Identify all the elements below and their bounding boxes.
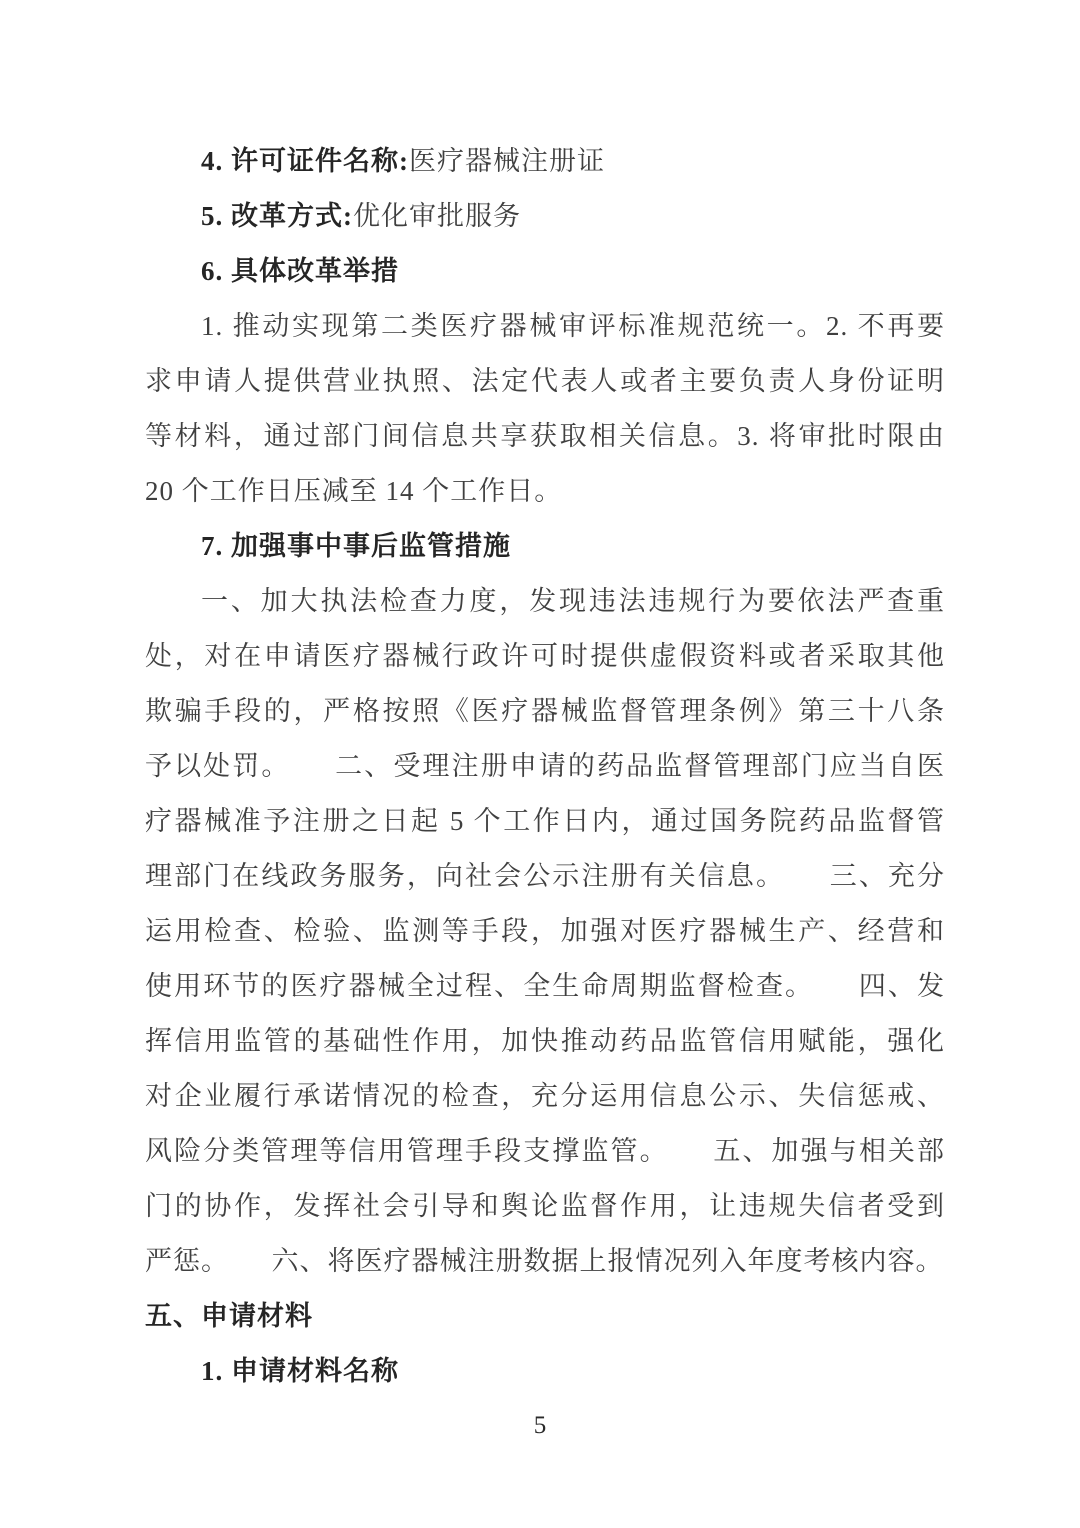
document-line [145, 1234, 945, 1289]
line-segment-bold: 6. 具体改革举措 [201, 256, 399, 286]
line-segment-bold: 7. 加强事中事后监管措施 [201, 531, 511, 561]
document-line [145, 959, 945, 1014]
line-segment: 对企业履行承诺情况的检查，充分运用信息公示、失信惩戒、 [145, 1081, 945, 1111]
line-segment: 20 个工作日压减至 14 个工作日。 [145, 476, 563, 506]
line-segment: 门的协作，发挥社会引导和舆论监督作用，让违规失信者受到 [145, 1191, 945, 1221]
document-line [145, 904, 945, 959]
line-segment: 处，对在申请医疗器械行政许可时提供虚假资料或者采取其他 [145, 641, 945, 671]
page-number: 5 [533, 1412, 547, 1439]
document-line [145, 849, 945, 904]
line-segment: 欺骗手段的，严格按照《医疗器械监督管理条例》第三十八条 [145, 696, 945, 726]
line-segment: 一、加大执法检查力度，发现违法违规行为要依法严查重 [201, 586, 945, 616]
document-line [145, 1289, 945, 1344]
document-line [145, 1344, 945, 1399]
document-line [145, 189, 945, 244]
document-line [145, 1014, 945, 1069]
line-segment-bold: 1. 申请材料名称 [201, 1356, 399, 1386]
document-text-block [145, 134, 945, 1399]
document-line [145, 629, 945, 684]
line-segment-bold: 五、申请材料 [145, 1301, 313, 1331]
document-line [145, 1069, 945, 1124]
line-segment: 医疗器械注册证 [409, 146, 605, 176]
line-segment: 疗器械准予注册之日起 5 个工作日内，通过国务院药品监督管 [145, 806, 945, 836]
line-segment: 严惩。 六、将医疗器械注册数据上报情况列入年度考核内容。 [145, 1246, 944, 1276]
document-line [145, 794, 945, 849]
line-segment: 挥信用监管的基础性作用，加快推动药品监管信用赋能，强化 [145, 1026, 945, 1056]
document-line [145, 684, 945, 739]
document-line [145, 574, 945, 629]
document-line [145, 1124, 945, 1179]
line-segment: 予以处罚。 二、受理注册申请的药品监督管理部门应当自医 [145, 751, 945, 781]
document-line [145, 299, 945, 354]
line-segment: 求申请人提供营业执照、法定代表人或者主要负责人身份证明 [145, 366, 945, 396]
line-segment: 风险分类管理等信用管理手段支撑监管。 五、加强与相关部 [145, 1136, 945, 1166]
document-line [145, 739, 945, 794]
document-line [145, 409, 945, 464]
line-segment: 优化审批服务 [353, 201, 521, 231]
document-line [145, 519, 945, 574]
line-segment: 运用检查、检验、监测等手段，加强对医疗器械生产、经营和 [145, 916, 945, 946]
document-line [145, 1179, 945, 1234]
document-line [145, 134, 945, 189]
line-segment: 使用环节的医疗器械全过程、全生命周期监督检查。 四、发 [145, 971, 945, 1001]
document-line [145, 464, 945, 519]
line-segment: 1. 推动实现第二类医疗器械审评标准规范统一。2. 不再要 [201, 311, 945, 341]
line-segment-bold: 5. 改革方式: [201, 201, 353, 231]
document-line [145, 244, 945, 299]
line-segment: 理部门在线政务服务，向社会公示注册有关信息。 三、充分 [145, 861, 945, 891]
line-segment-bold: 4. 许可证件名称: [201, 146, 409, 176]
document-line [145, 354, 945, 409]
line-segment: 等材料，通过部门间信息共享获取相关信息。3. 将审批时限由 [145, 421, 945, 451]
